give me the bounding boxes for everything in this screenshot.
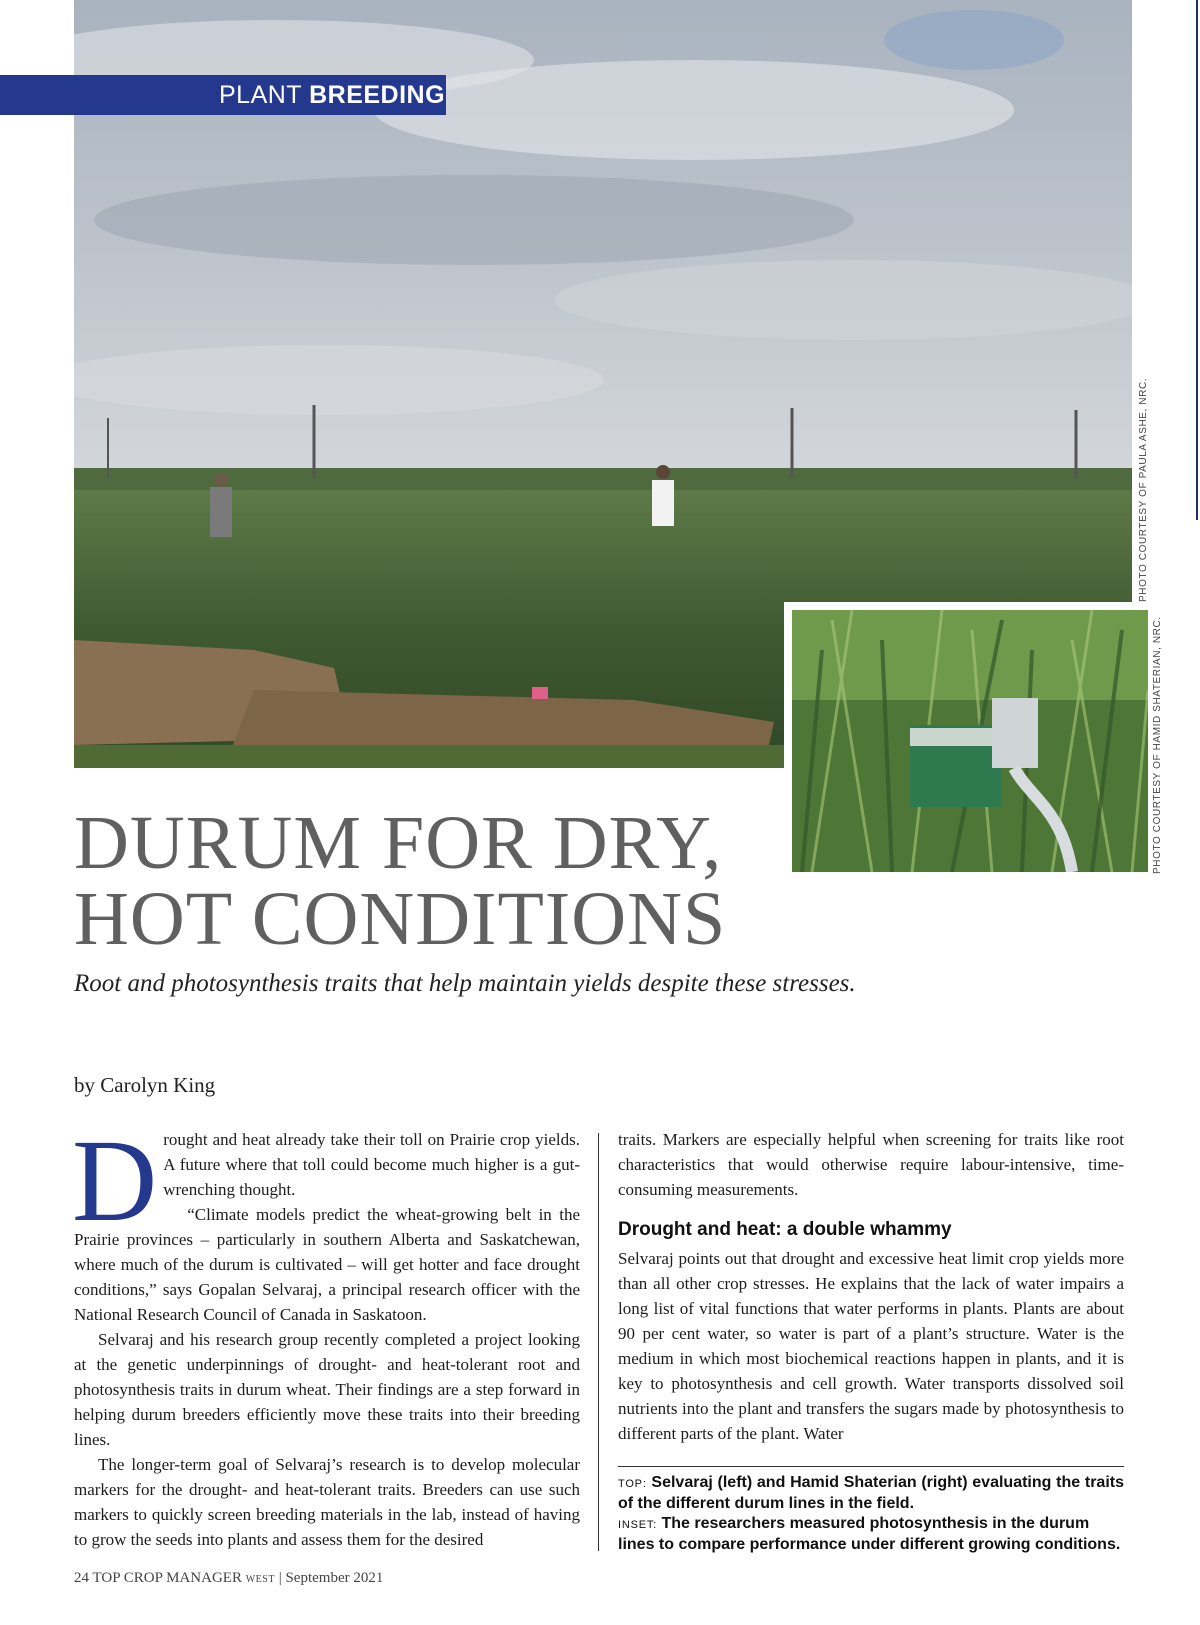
article-column-left <box>72 1115 580 1552</box>
edge-rule <box>1196 0 1198 520</box>
paragraph: Selvaraj points out that drought and excessive heat limit crop yields more than all other crop stresses. He explains that the lack of water impairs a long list of vital functions that water performs in plants. Plants are about 90 per cent water, so water is part of a plant’s structure. Water is the medium in which most biochemical reactions happen in plants, and it is key to photosynthesis and cell growth. Water transports dissolved soil nutrients into the plant and transfers the sugars made by photosynthesis to different parts of the plant. Water <box>618 1249 1124 1443</box>
subheadline: Root and photosynthesis traits that help maintain yields despite these stresses. <box>74 970 856 997</box>
inset-photo <box>792 610 1148 872</box>
paragraph: “Climate models predict the wheat-growing belt in the Prairie provinces – particularly in southern Alberta and Saskatchewan, where much of the durum is cultivated – will get hotter and face drought conditions,” says Gopalan Selvaraj, a principal research officer with the National Research Council of Canada in Saskatoon. <box>74 1205 580 1324</box>
column-divider <box>598 1133 599 1551</box>
issue-date: September 2021 <box>285 1570 384 1586</box>
folio-separator: | <box>278 1570 282 1586</box>
caption-rule <box>618 1466 1124 1467</box>
page-number: 24 <box>74 1570 89 1586</box>
edition-name: WEST <box>245 1574 275 1585</box>
caption-inset-text: The researchers measured photosynthesis in the durum lines to compare performance under different growing conditions. <box>618 1515 1121 1553</box>
photo-credit-main: PHOTO COURTESY OF PAULA ASHE, NRC. <box>1138 377 1149 602</box>
byline: by Carolyn King <box>74 1073 216 1097</box>
headline-line-2: HOT CONDITIONS <box>74 877 727 961</box>
drop-cap: D <box>72 1115 158 1246</box>
section-tag <box>0 75 446 115</box>
paragraph: Selvaraj and his research group recently completed a project looking at the genetic underpinnings of drought- and heat-tolerant root and photosynthesis traits in durum wheat. Their findings are a step forward in helping durum breeders efficiently move these traits into their breeding lines. <box>74 1330 580 1449</box>
headline <box>74 801 774 961</box>
section-tag-light: PLANT <box>219 81 302 109</box>
paragraph: traits. Markers are especially helpful when screening for traits like root characteristics that would otherwise require labour-intensive, time-consuming measurements. <box>618 1130 1124 1199</box>
caption-top-text: Selvaraj (left) and Hamid Shaterian (right) evaluating the traits of the different durum lines in the field. <box>618 1474 1124 1512</box>
paragraph: The longer-term goal of Selvaraj’s research is to develop molecular markers for the drought- and heat-tolerant traits. Breeders can use such markers to quickly screen breeding materials in the lab, instead of having to grow the seeds into plants and assess them for the desired <box>74 1455 580 1549</box>
photo-credit-inset: PHOTO COURTESY OF HAMID SHATERIAN, NRC. <box>1152 616 1163 874</box>
headline-line-1: DURUM FOR DRY, <box>74 801 723 885</box>
section-heading: Drought and heat: a double whammy <box>618 1219 952 1240</box>
caption-inset-label: INSET: <box>618 1519 658 1531</box>
page-folio <box>74 1570 383 1587</box>
publication-name: TOP CROP MANAGER <box>92 1570 242 1586</box>
photo-caption <box>618 1473 1124 1555</box>
paragraph: rought and heat already take their toll on Prairie crop yields. A future where that toll could become much higher is a gut-wrenching thought. <box>163 1130 580 1199</box>
section-tag-bold: BREEDING <box>309 81 446 109</box>
caption-top-label: TOP: <box>618 1478 647 1490</box>
article-column-right <box>618 1127 1124 1446</box>
